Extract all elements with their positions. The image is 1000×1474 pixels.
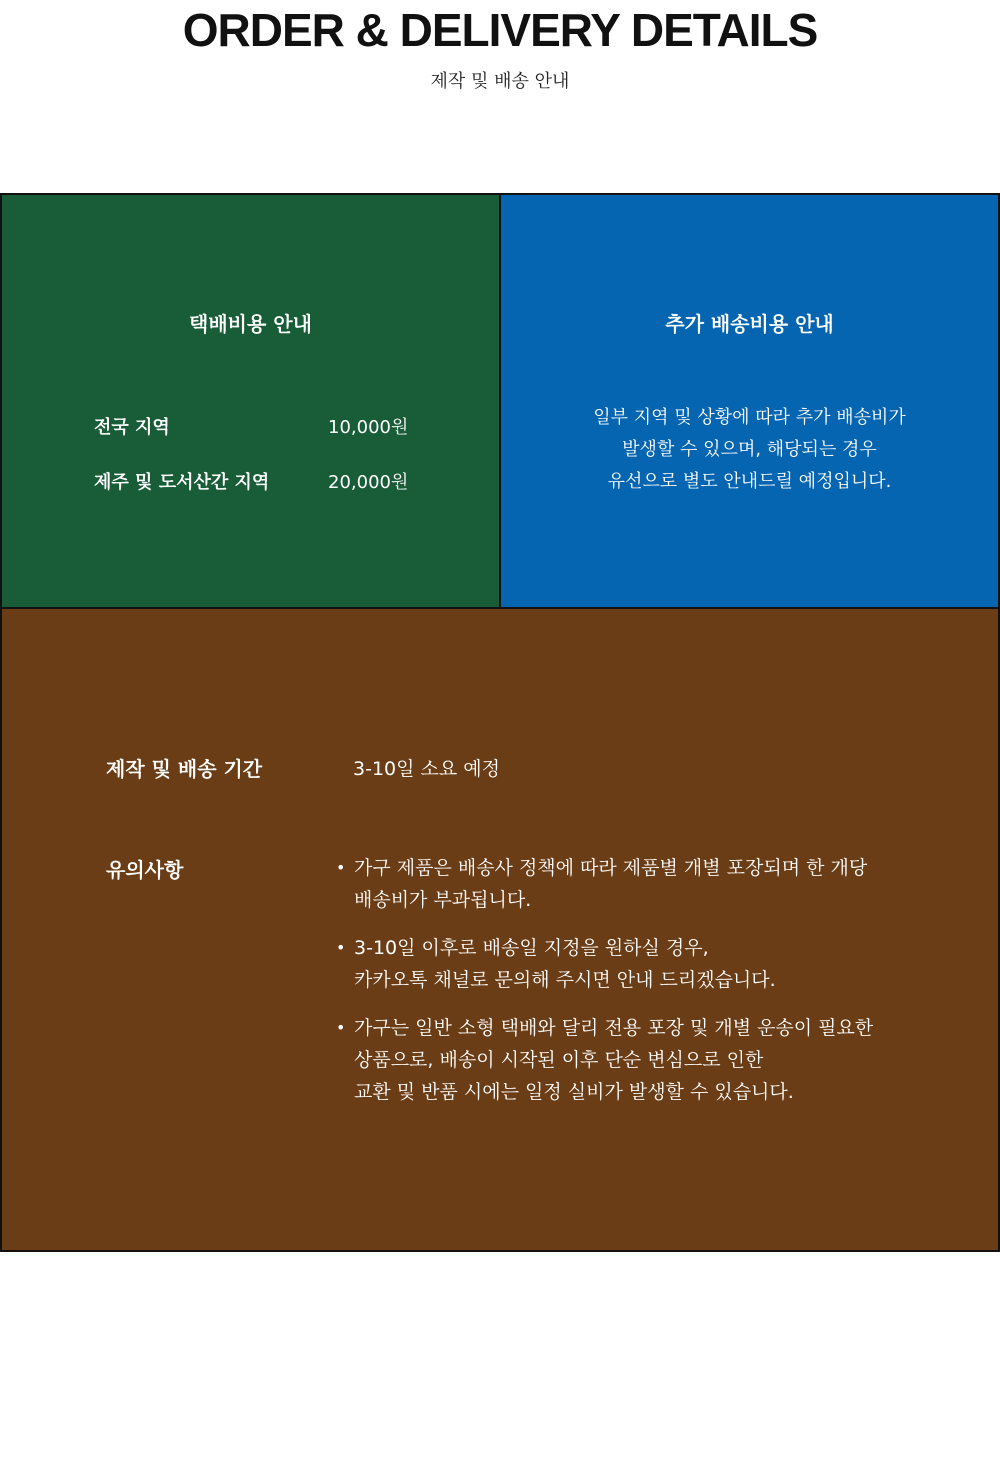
fee-row-nationwide — [2, 414, 499, 442]
note-line: 교환 및 반품 시에는 일정 실비가 발생할 수 있습니다. — [354, 1081, 794, 1103]
bullet-icon: • — [336, 1018, 346, 1037]
note-line: 가구 제품은 배송사 정책에 따라 제품별 개별 포장되며 한 개당 — [354, 857, 868, 879]
description-line: 일부 지역 및 상황에 따라 추가 배송비가 — [593, 407, 906, 428]
fee-label: 전국 지역 — [94, 417, 170, 438]
fee-value: 10,000원 — [328, 417, 409, 438]
fee-label: 제주 및 도서산간 지역 — [94, 472, 270, 493]
description-line: 유선으로 별도 안내드릴 예정입니다. — [607, 471, 892, 492]
production-panel — [2, 607, 998, 1250]
shipping-fee-panel — [2, 195, 501, 607]
note-line: 배송비가 부과됩니다. — [354, 889, 532, 911]
bullet-icon: • — [336, 858, 346, 877]
note-line: 가구는 일반 소형 택배와 달리 전용 포장 및 개별 운송이 필요한 — [354, 1017, 874, 1039]
shipping-fee-title: 택배비용 안내 — [189, 312, 312, 336]
additional-fee-description — [501, 402, 998, 498]
page-title: ORDER & DELIVERY DETAILS — [182, 4, 818, 56]
details-grid — [0, 193, 1000, 1252]
note-line: 3-10일 이후로 배송일 지정을 원하실 경우, — [354, 937, 709, 959]
list-item — [336, 1012, 956, 1108]
note-line: 카카오톡 채널로 문의해 주시면 안내 드리겠습니다. — [354, 969, 776, 991]
notes-label: 유의사항 — [106, 858, 184, 882]
notes-list — [336, 852, 956, 1124]
list-item — [336, 852, 956, 916]
period-label: 제작 및 배송 기간 — [106, 757, 263, 781]
fee-row-island — [2, 469, 499, 497]
period-value: 3-10일 소요 예정 — [353, 758, 500, 780]
bullet-icon: • — [336, 938, 346, 957]
additional-fee-title: 추가 배송비용 안내 — [665, 312, 834, 336]
note-line: 상품으로, 배송이 시작된 이후 단순 변심으로 인한 — [354, 1049, 764, 1071]
additional-fee-panel — [501, 195, 998, 607]
page-subtitle: 제작 및 배송 안내 — [430, 71, 570, 92]
description-line: 발생할 수 있으며, 해당되는 경우 — [622, 439, 877, 460]
fee-value: 20,000원 — [328, 472, 409, 493]
list-item — [336, 932, 956, 996]
